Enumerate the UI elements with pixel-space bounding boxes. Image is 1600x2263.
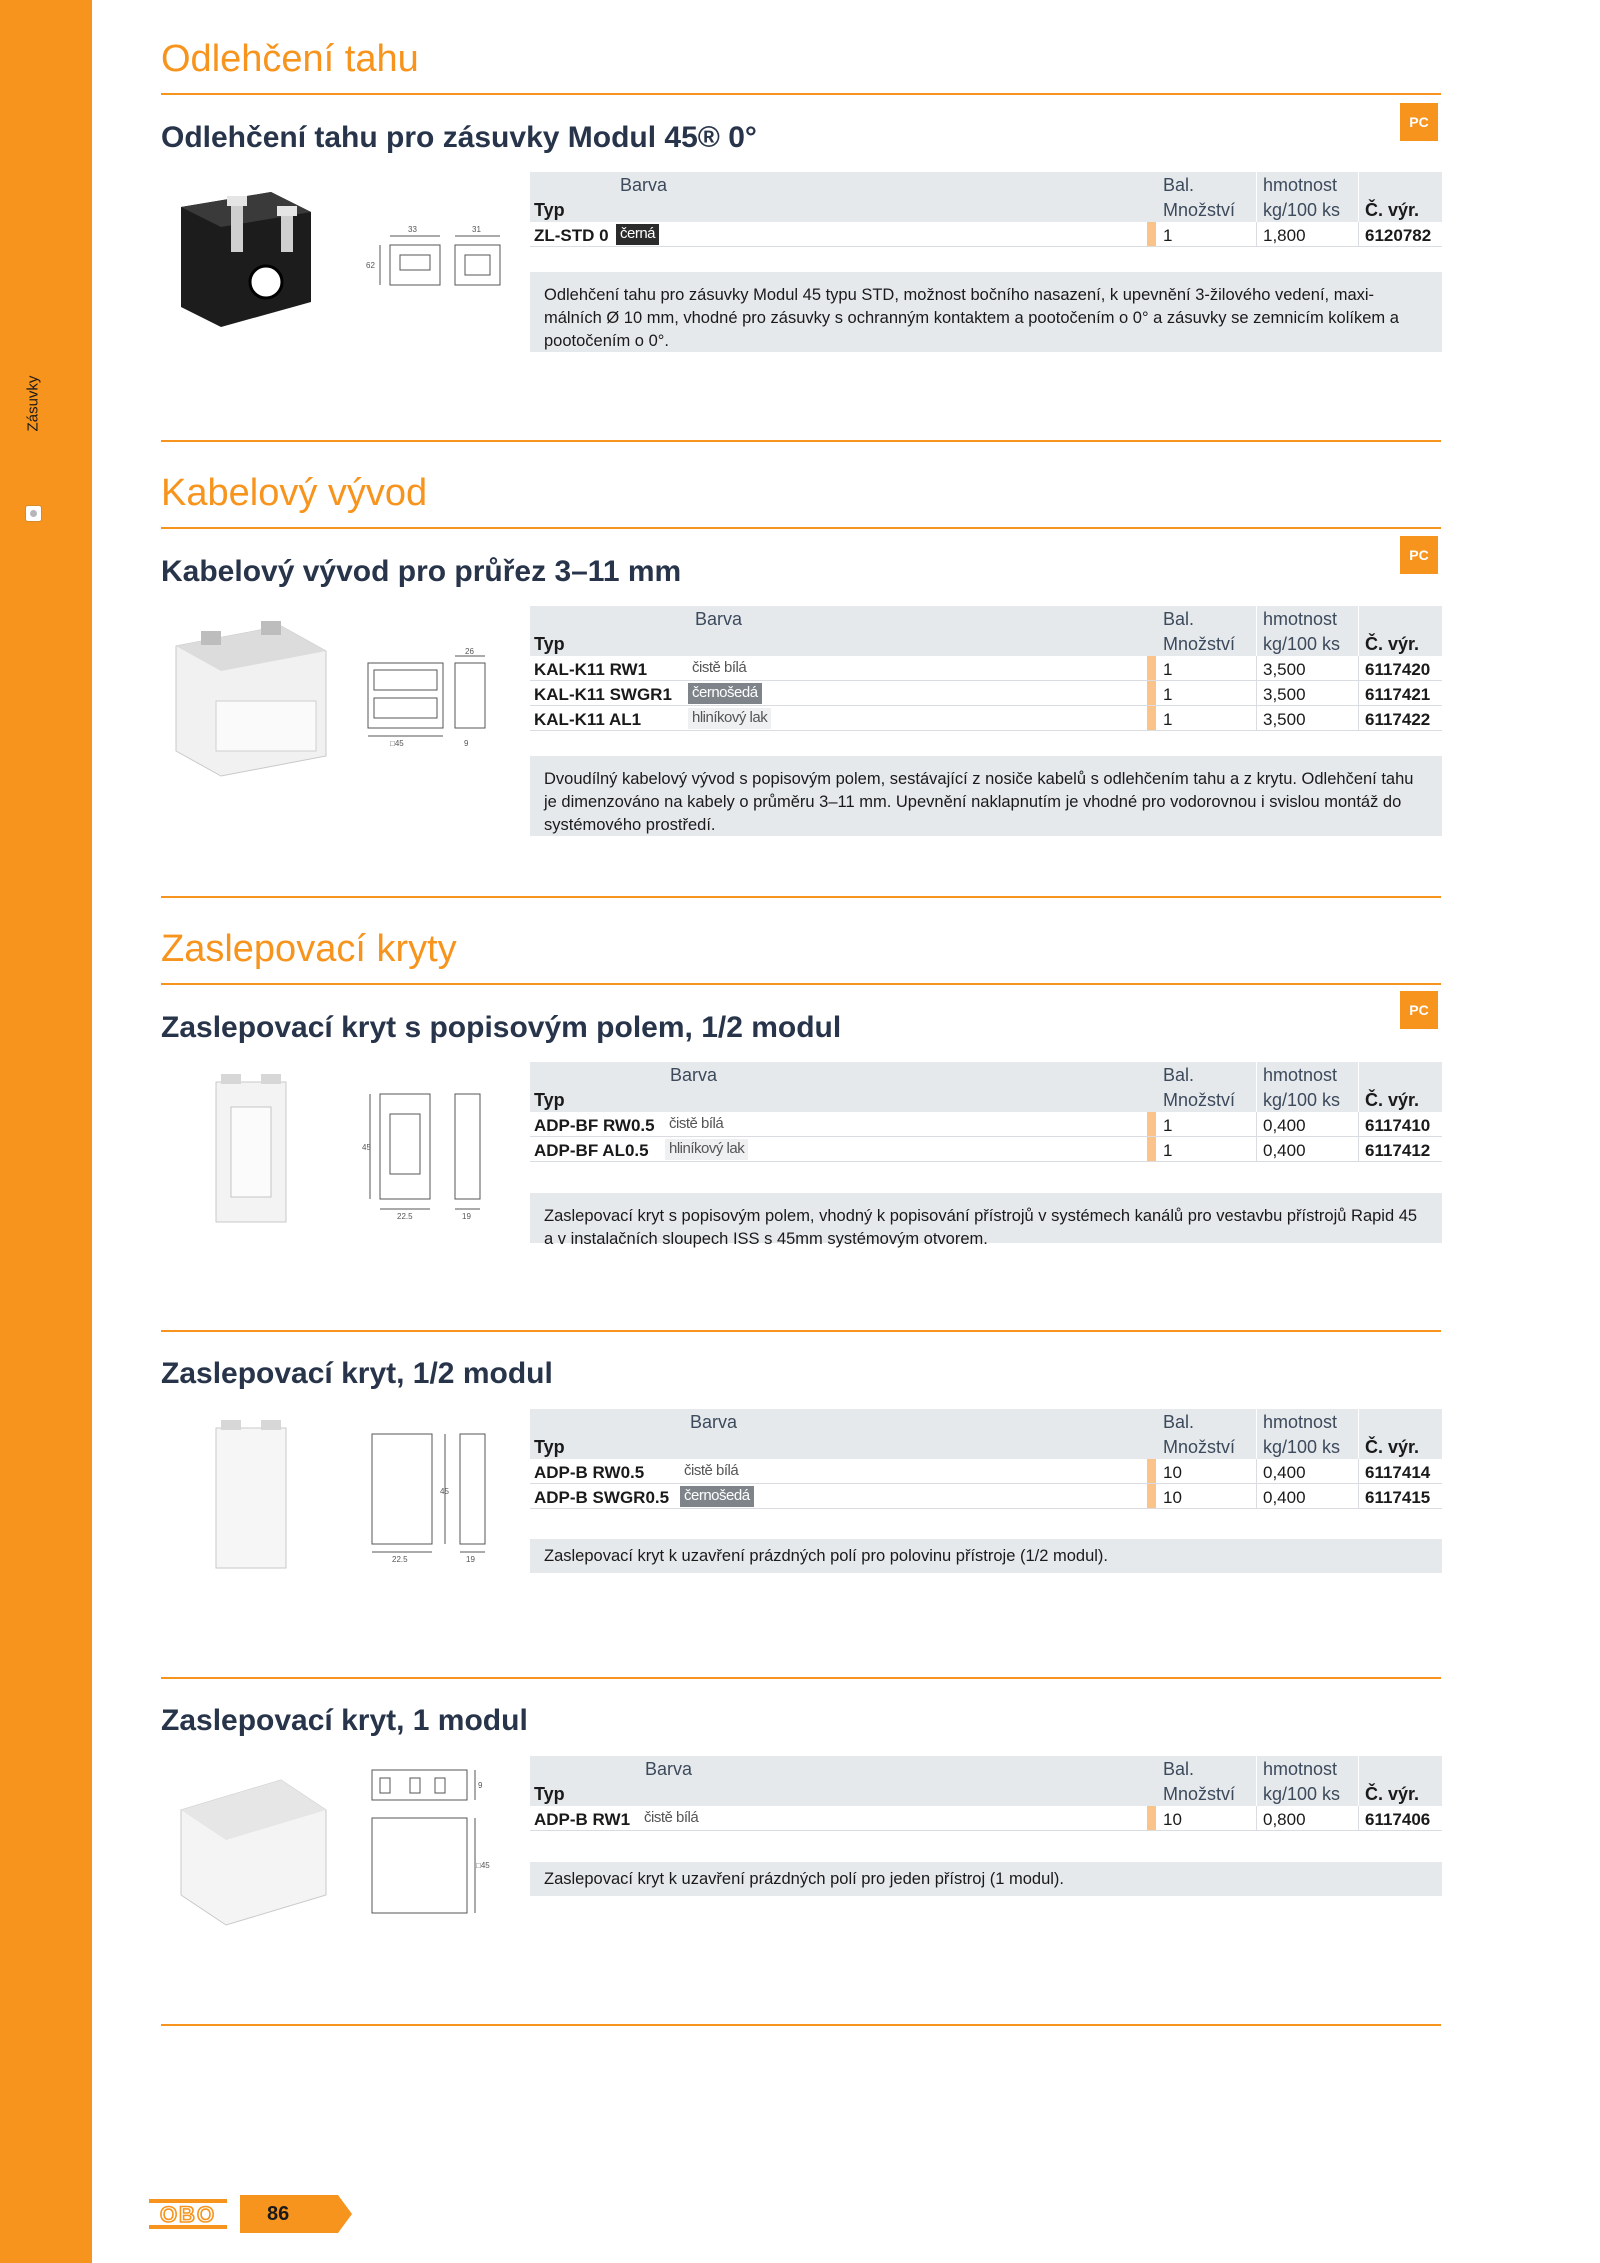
product-title: Odlehčení tahu pro zásuvky Modul 45® 0° [161, 121, 757, 154]
svg-text:45: 45 [440, 1487, 449, 1496]
svg-text:31: 31 [472, 225, 481, 234]
divider [161, 1330, 1441, 1332]
divider [161, 983, 1441, 985]
divider [161, 527, 1441, 529]
table-header: Barva Typ Bal. Množství hmotnost kg/100 ks Č. výr. [530, 172, 1442, 222]
table-row: ZL-STD 0 černá 1 1,800 6120782 [530, 222, 1442, 247]
svg-text:9: 9 [478, 1781, 483, 1790]
svg-text:33: 33 [408, 225, 417, 234]
page-number: 86 [267, 2203, 290, 2225]
technical-drawing [360, 648, 520, 748]
table-row: ADP-B RW1 čistě bílá 10 0,800 6117406 [530, 1806, 1442, 1831]
product-photo [161, 1755, 337, 1931]
svg-text:26: 26 [465, 648, 474, 656]
pc-badge: PC [1400, 991, 1438, 1029]
product-photo [161, 1062, 337, 1238]
product-description: Zaslepovací kryt k uzavření prázdných polí pro polovinu přístroje (1/2 modul). [530, 1539, 1442, 1573]
product-photo [161, 1408, 337, 1584]
svg-text:19: 19 [466, 1555, 475, 1564]
technical-drawing [360, 1760, 520, 1930]
product-description: Zaslepovací kryt k uzavření prázdných polí pro jeden přístroj (1 modul). [530, 1862, 1442, 1896]
svg-text:9: 9 [464, 739, 469, 748]
section-title: Odlehčení tahu [161, 38, 419, 80]
product-table [530, 606, 1442, 731]
technical-drawing [360, 1084, 520, 1224]
product-title: Kabelový vývod pro průřez 3–11 mm [161, 555, 682, 588]
product-title: Zaslepovací kryt s popisovým polem, 1/2 modul [161, 1011, 842, 1044]
section-title: Zaslepovací kryty [161, 928, 457, 970]
table-row: ADP-B RW0.5 čistě bílá 10 0,400 6117414 [530, 1459, 1442, 1484]
cable-outlet-image [161, 606, 337, 782]
sidebar [0, 0, 92, 2263]
technical-drawing [360, 1424, 520, 1564]
divider [161, 93, 1441, 95]
pc-badge: PC [1400, 536, 1438, 574]
table-row: ADP-BF RW0.5 čistě bílá 1 0,400 6117410 [530, 1112, 1442, 1137]
blank-cover-half-image [161, 1408, 337, 1584]
svg-text:62: 62 [366, 261, 375, 270]
svg-text:45: 45 [362, 1143, 371, 1152]
svg-text:22.5: 22.5 [397, 1212, 413, 1221]
product-photo [161, 606, 337, 782]
strain-relief-image [161, 172, 337, 348]
section-title: Kabelový vývod [161, 472, 428, 514]
product-description: Zaslepovací kryt s popisovým polem, vhodný k popisování přístrojů v systémech kanálů pro vestavbu přístrojů Rapid 45 a v instalačních sloupech ISS s 45mm systémovým otvorem. [530, 1193, 1442, 1243]
blank-cover-full-image [161, 1755, 337, 1931]
table-row: KAL-K11 RW1 čistě bílá 1 3,500 6117420 [530, 656, 1442, 681]
socket-icon [25, 505, 42, 522]
svg-text:□45: □45 [476, 1861, 490, 1870]
product-photo [161, 172, 337, 348]
divider [161, 1677, 1441, 1679]
table-row: KAL-K11 AL1 hliníkový lak 1 3,500 6117422 [530, 706, 1442, 731]
divider [161, 440, 1441, 442]
table-header: Barva Typ Bal. Množství hmotnost kg/100 ks Č. výr. [530, 1756, 1442, 1806]
product-table [530, 1756, 1442, 1831]
divider [161, 896, 1441, 898]
table-header: Barva Typ Bal. Množství hmotnost kg/100 ks Č. výr. [530, 606, 1442, 656]
page-number-badge [240, 2195, 352, 2233]
product-table [530, 1062, 1442, 1162]
svg-text:OBO: OBO [159, 2202, 217, 2227]
product-description: Dvoudílný kabelový vývod s popisovým polem, sestávající z nosiče kabelů s odlehčením tahu a z krytu. Odlehčení tahu je dimenzováno na kabely o průměru 3–11 mm. Upevnění naklapnutím je vhodné pro vodorovnou i svislou montáž do systémového prostředí. [530, 756, 1442, 836]
svg-text:□45: □45 [390, 739, 404, 748]
svg-text:22.5: 22.5 [392, 1555, 408, 1564]
blank-cover-label-image [161, 1062, 337, 1238]
table-row: KAL-K11 SWGR1 černošedá 1 3,500 6117421 [530, 681, 1442, 706]
table-row: ADP-B SWGR0.5 černošedá 10 0,400 6117415 [530, 1484, 1442, 1509]
obo-logo [148, 2198, 228, 2230]
table-header: Barva Typ Bal. Množství hmotnost kg/100 ks Č. výr. [530, 1409, 1442, 1459]
product-title: Zaslepovací kryt, 1/2 modul [161, 1357, 553, 1390]
product-table [530, 172, 1442, 247]
table-header: Barva Typ Bal. Množství hmotnost kg/100 ks Č. výr. [530, 1062, 1442, 1112]
table-row: ADP-BF AL0.5 hliníkový lak 1 0,400 6117412 [530, 1137, 1442, 1162]
pc-badge: PC [1400, 103, 1438, 141]
product-title: Zaslepovací kryt, 1 modul [161, 1704, 528, 1737]
product-table [530, 1409, 1442, 1509]
technical-drawing [360, 220, 520, 310]
sidebar-label: Zásuvky [24, 375, 42, 432]
divider [161, 2024, 1441, 2026]
product-description: Odlehčení tahu pro zásuvky Modul 45 typu STD, možnost bočního nasazení, k upevnění 3-žilového vedení, maxi-málních Ø 10 mm, vhodné pro zásuvky s ochranným kontaktem a pootočením o 0° a zásuvky se zemnicím kolíkem a pootočením o 0°. [530, 272, 1442, 352]
svg-text:19: 19 [462, 1212, 471, 1221]
